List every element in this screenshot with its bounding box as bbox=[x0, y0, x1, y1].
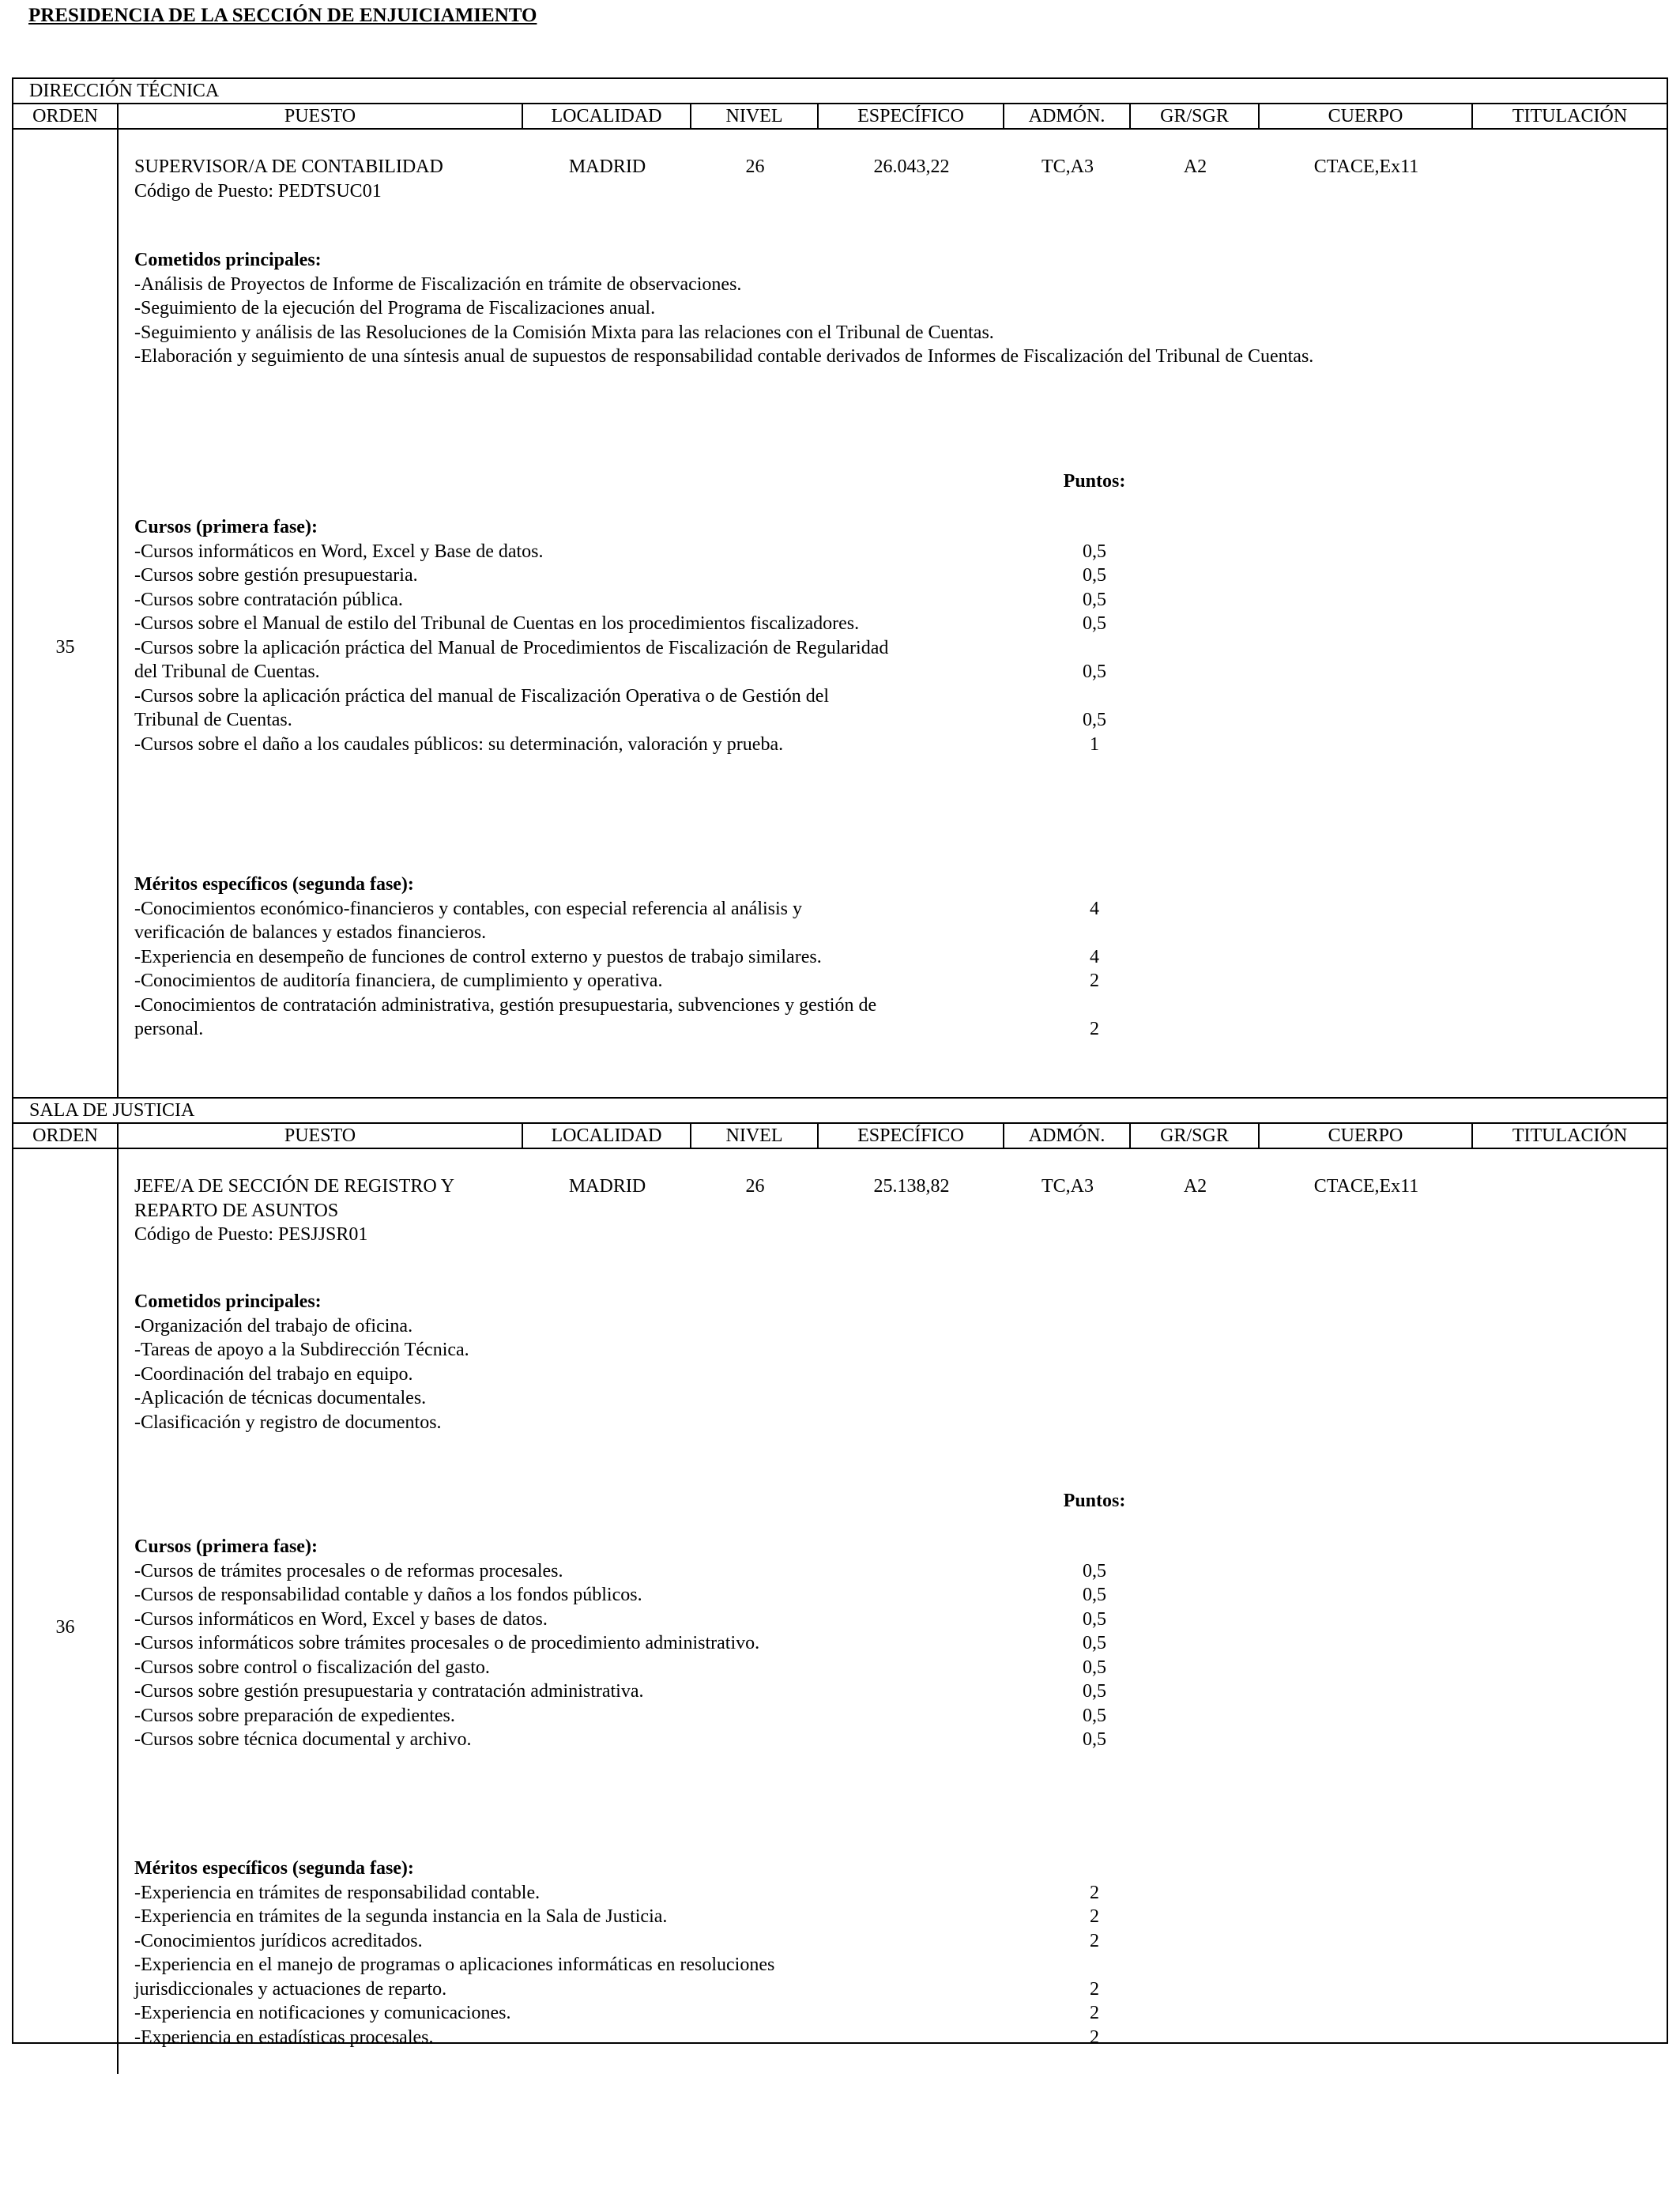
curso-item: del Tribunal de Cuentas. bbox=[134, 662, 320, 682]
meritos-title: Méritos específicos (segunda fase): bbox=[134, 874, 414, 895]
merito-item: jurisdiccionales y actuaciones de reparto. bbox=[134, 1978, 447, 2000]
merito-item: -Conocimientos de contratación administrativa, gestión presupuestaria, subvenciones y gestión de bbox=[134, 994, 877, 1016]
cursos-title: Cursos (primera fase): bbox=[134, 517, 318, 537]
curso-points: 0,5 bbox=[1083, 1681, 1106, 1702]
curso-item: -Cursos sobre el daño a los caudales públicos: su determinación, valoración y prueba. bbox=[134, 733, 784, 755]
curso-item: -Cursos informáticos en Word, Excel y Base de datos. bbox=[134, 541, 544, 562]
column-header-cuerpo: CUERPO bbox=[1260, 104, 1473, 128]
orden-cell bbox=[13, 1149, 119, 2074]
position-details bbox=[119, 130, 1667, 1097]
curso-points: 0,5 bbox=[1083, 710, 1106, 730]
column-header-admon: ADMÓN. bbox=[1004, 1124, 1131, 1148]
column-header-admon: ADMÓN. bbox=[1004, 104, 1131, 128]
meritos-title: Méritos específicos (segunda fase): bbox=[134, 1858, 414, 1879]
cometido-item: -Clasificación y registro de documentos. bbox=[134, 1412, 442, 1433]
column-header-especifico: ESPECÍFICO bbox=[819, 1124, 1004, 1148]
cometidos-title: Cometidos principales: bbox=[134, 1291, 322, 1312]
merito-item: -Experiencia en el manejo de programas o aplicaciones informáticas en resoluciones bbox=[134, 1955, 775, 1975]
curso-item: -Cursos informáticos en Word, Excel y bases de datos. bbox=[134, 1608, 548, 1630]
puntos-label: Puntos: bbox=[1063, 1491, 1126, 1511]
position-row bbox=[13, 1149, 1667, 2074]
curso-item: -Cursos sobre gestión presupuestaria. bbox=[134, 565, 418, 586]
curso-points: 1 bbox=[1090, 733, 1099, 755]
merito-points: 2 bbox=[1090, 971, 1099, 991]
admon-value: TC,A3 bbox=[1042, 156, 1094, 177]
curso-item: -Cursos sobre técnica documental y archivo. bbox=[134, 1729, 472, 1750]
column-header-especifico: ESPECÍFICO bbox=[819, 104, 1004, 128]
curso-points: 0,5 bbox=[1083, 589, 1106, 610]
curso-points: 0,5 bbox=[1083, 1560, 1106, 1581]
merito-item: -Conocimientos económico-financieros y contables, con especial referencia al análisis y bbox=[134, 898, 803, 919]
curso-points: 0,5 bbox=[1083, 541, 1106, 562]
column-header-titulacion: TITULACIÓN bbox=[1512, 106, 1628, 126]
localidad-value: MADRID bbox=[568, 156, 646, 177]
cometido-item: -Tareas de apoyo a la Subdirección Técnica. bbox=[134, 1340, 469, 1360]
merito-item: personal. bbox=[134, 1019, 204, 1039]
curso-points: 0,5 bbox=[1083, 662, 1106, 682]
nivel-value: 26 bbox=[745, 156, 765, 177]
merito-points: 4 bbox=[1090, 898, 1099, 919]
column-header-nivel: NIVEL bbox=[691, 104, 819, 128]
cursos-title: Cursos (primera fase): bbox=[134, 1536, 318, 1557]
gr_sgr-value: A2 bbox=[1183, 1176, 1207, 1197]
merito-item: -Experiencia en trámites de la segunda instancia en la Sala de Justicia. bbox=[134, 1906, 668, 1927]
cometido-item: -Análisis de Proyectos de Informe de Fiscalización en trámite de observaciones. bbox=[134, 273, 742, 295]
column-header-orden: ORDEN bbox=[13, 1124, 119, 1148]
merito-item: -Experiencia en notificaciones y comunicaciones. bbox=[134, 2003, 511, 2023]
orden-value: 36 bbox=[55, 1617, 75, 1638]
especifico-value: 26.043,22 bbox=[873, 156, 950, 177]
curso-item: -Cursos sobre preparación de expedientes. bbox=[134, 1705, 455, 1726]
document-title: PRESIDENCIA DE LA SECCIÓN DE ENJUICIAMIENTO bbox=[28, 5, 537, 26]
curso-item: -Cursos sobre la aplicación práctica del manual de Fiscalización Operativa o de Gestión del bbox=[134, 685, 830, 707]
curso-points: 0,5 bbox=[1083, 1729, 1106, 1750]
curso-item: -Cursos sobre contratación pública. bbox=[134, 589, 403, 610]
curso-item: -Cursos de trámites procesales o de reformas procesales. bbox=[134, 1560, 563, 1581]
curso-points: 0,5 bbox=[1083, 1608, 1106, 1630]
curso-item: Tribunal de Cuentas. bbox=[134, 710, 292, 730]
curso-item: -Cursos sobre la aplicación práctica del Manual de Procedimientos de Fiscalización de Regularidad bbox=[134, 637, 889, 658]
merito-item: verificación de balances y estados financieros. bbox=[134, 922, 487, 943]
merito-item: -Conocimientos de auditoría financiera, de cumplimiento y operativa. bbox=[134, 971, 663, 991]
puesto-line: Código de Puesto: PEDTSUC01 bbox=[134, 180, 382, 202]
column-header-puesto: PUESTO bbox=[119, 104, 523, 128]
position-row bbox=[13, 130, 1667, 1099]
puesto-line: SUPERVISOR/A DE CONTABILIDAD bbox=[134, 156, 443, 177]
section-title: SALA DE JUSTICIA bbox=[13, 1099, 1667, 1124]
column-header-cuerpo: CUERPO bbox=[1260, 1124, 1473, 1148]
curso-points: 0,5 bbox=[1083, 1585, 1106, 1605]
cometido-item: -Seguimiento y análisis de las Resoluciones de la Comisión Mixta para las relaciones con el Tribunal de Cuentas. bbox=[134, 322, 994, 343]
section-title: DIRECCIÓN TÉCNICA bbox=[13, 79, 1667, 104]
merito-points: 2 bbox=[1090, 2003, 1099, 2023]
column-header-localidad: LOCALIDAD bbox=[523, 104, 691, 128]
puesto-line: Código de Puesto: PESJJSR01 bbox=[134, 1224, 368, 1245]
curso-item: -Cursos de responsabilidad contable y daños a los fondos públicos. bbox=[134, 1585, 642, 1605]
nivel-value: 26 bbox=[745, 1176, 765, 1197]
localidad-value: MADRID bbox=[568, 1176, 646, 1197]
position-details bbox=[119, 1149, 1667, 2074]
cometido-item: -Organización del trabajo de oficina. bbox=[134, 1315, 413, 1336]
column-header-gr_sgr: GR/SGR bbox=[1131, 104, 1260, 128]
merito-points: 2 bbox=[1090, 2026, 1099, 2048]
merito-points: 2 bbox=[1090, 1930, 1099, 1951]
curso-points: 0,5 bbox=[1083, 565, 1106, 586]
curso-points: 0,5 bbox=[1083, 1657, 1106, 1678]
orden-cell bbox=[13, 130, 119, 1097]
especifico-value: 25.138,82 bbox=[873, 1176, 950, 1197]
merito-points: 4 bbox=[1090, 946, 1099, 967]
merito-points: 2 bbox=[1090, 1906, 1099, 1927]
merito-points: 2 bbox=[1090, 1882, 1099, 1903]
positions-table bbox=[12, 77, 1668, 2048]
cometido-item: -Coordinación del trabajo en equipo. bbox=[134, 1363, 413, 1385]
cometidos-title: Cometidos principales: bbox=[134, 250, 322, 270]
merito-points: 2 bbox=[1090, 1019, 1099, 1039]
merito-points: 2 bbox=[1090, 1978, 1099, 2000]
curso-item: -Cursos sobre control o fiscalización del gasto. bbox=[134, 1657, 490, 1678]
gr_sgr-value: A2 bbox=[1183, 156, 1207, 177]
cometido-item: -Elaboración y seguimiento de una síntesis anual de supuestos de responsabilidad contable derivados de Informes de Fiscalización del Tribunal de Cuentas. bbox=[134, 346, 1314, 367]
cometido-item: -Seguimiento de la ejecución del Programa de Fiscalizaciones anual. bbox=[134, 298, 656, 319]
merito-item: -Experiencia en estadísticas procesales. bbox=[134, 2026, 434, 2048]
column-header-nivel: NIVEL bbox=[691, 1124, 819, 1148]
admon-value: TC,A3 bbox=[1042, 1176, 1094, 1197]
orden-value: 35 bbox=[55, 637, 75, 658]
curso-item: -Cursos informáticos sobre trámites procesales o de procedimiento administrativo. bbox=[134, 1633, 760, 1653]
header-row bbox=[13, 1124, 1667, 1149]
table-section bbox=[13, 79, 1667, 1099]
table-section bbox=[13, 1099, 1667, 2074]
column-header-titulacion: TITULACIÓN bbox=[1512, 1125, 1628, 1146]
merito-item: -Conocimientos jurídicos acreditados. bbox=[134, 1930, 423, 1951]
merito-item: -Experiencia en desempeño de funciones de control externo y puestos de trabajo similares. bbox=[134, 946, 822, 967]
curso-points: 0,5 bbox=[1083, 1705, 1106, 1726]
column-header-localidad: LOCALIDAD bbox=[523, 1124, 691, 1148]
cuerpo-value: CTACE,Ex11 bbox=[1313, 156, 1419, 177]
puesto-line: JEFE/A DE SECCIÓN DE REGISTRO Y bbox=[134, 1176, 455, 1197]
puesto-line: REPARTO DE ASUNTOS bbox=[134, 1200, 339, 1221]
header-row bbox=[13, 104, 1667, 130]
cuerpo-value: CTACE,Ex11 bbox=[1313, 1176, 1419, 1197]
curso-item: -Cursos sobre gestión presupuestaria y contratación administrativa. bbox=[134, 1681, 644, 1702]
cometido-item: -Aplicación de técnicas documentales. bbox=[134, 1388, 427, 1408]
column-header-puesto: PUESTO bbox=[119, 1124, 523, 1148]
puntos-label: Puntos: bbox=[1063, 471, 1126, 492]
merito-item: -Experiencia en trámites de responsabilidad contable. bbox=[134, 1882, 541, 1903]
curso-item: -Cursos sobre el Manual de estilo del Tribunal de Cuentas en los procedimientos fiscalizadores. bbox=[134, 613, 860, 634]
column-header-gr_sgr: GR/SGR bbox=[1131, 1124, 1260, 1148]
curso-points: 0,5 bbox=[1083, 1633, 1106, 1653]
column-header-orden: ORDEN bbox=[13, 104, 119, 128]
curso-points: 0,5 bbox=[1083, 613, 1106, 634]
